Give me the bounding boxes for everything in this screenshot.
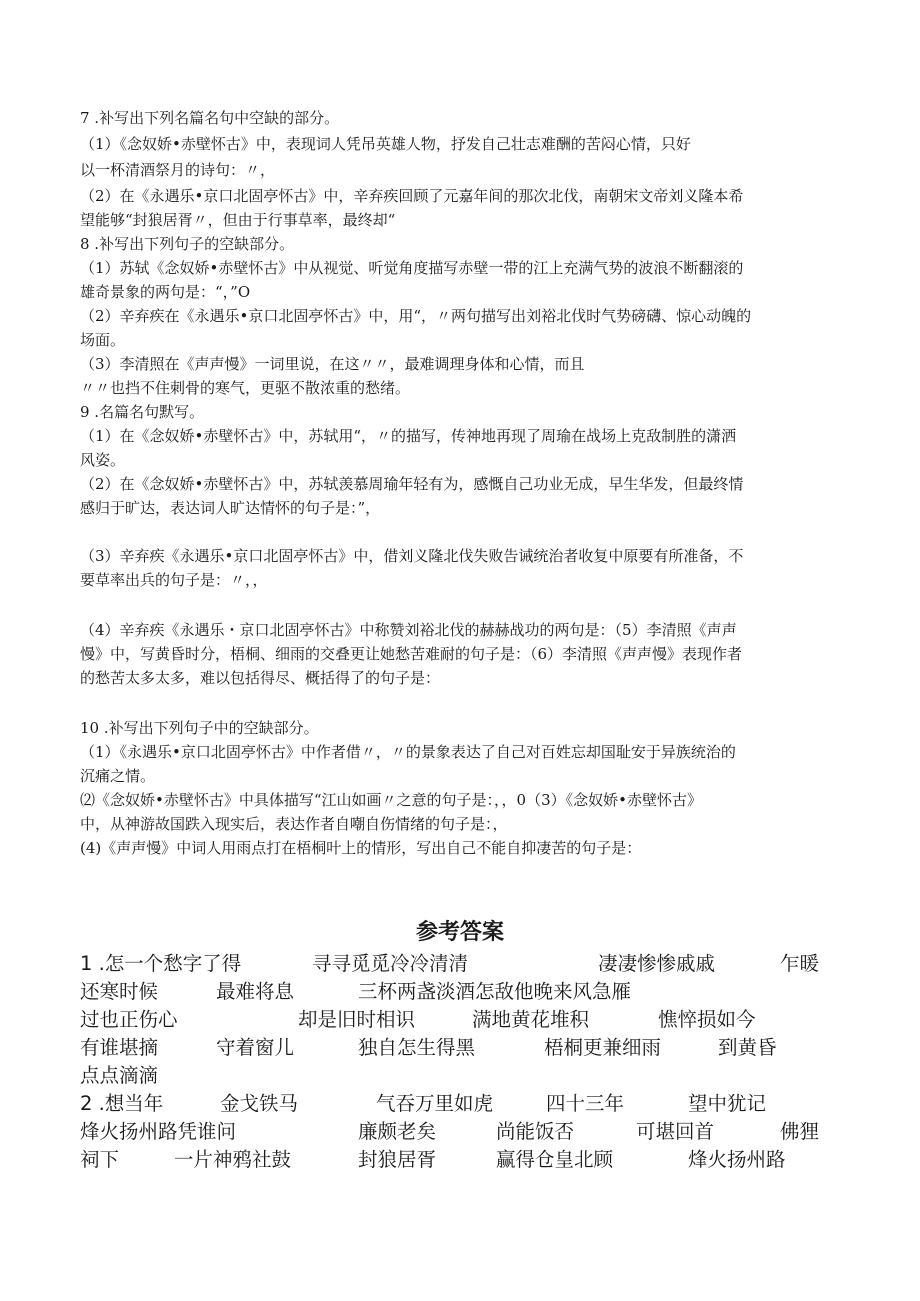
question-line: 雄奇景象的两句是：“，”O <box>80 283 251 301</box>
question-line: 望能够“封狼居胥〃，但由于行事草率，最终却“ <box>80 211 396 229</box>
answer-phrase: 佛狸 <box>780 1120 820 1143</box>
question-line: 风姿。 <box>80 451 126 469</box>
answer-phrase: 祠下 <box>80 1148 120 1171</box>
question-line: 10 .补写出下列句子中的空缺部分。 <box>80 719 319 737</box>
question-line: 9 .名篇名句默写。 <box>80 403 205 421</box>
answer-phrase: 到黄昏 <box>718 1036 777 1059</box>
question-line: （3）李清照在《声声慢》一词里说，在这〃〃，最难调理身体和心情，而且 <box>80 355 585 373</box>
question-line: ⑵《念奴娇•赤壁怀古》中具体描写“江山如画〃之意的句子是：，，0（3）《念奴娇•赤壁怀古》 <box>80 791 702 809</box>
answer-phrase: 烽火扬州路 <box>688 1148 786 1171</box>
answer-phrase: 乍暖 <box>780 952 820 975</box>
question-line: 〃〃也挡不住刺骨的寒气，更驱不散浓重的愁绪。 <box>80 379 411 397</box>
question-line: 以一杯清酒祭月的诗句：〃， <box>80 161 276 179</box>
answer-phrase: 有谁堪摘 <box>80 1036 159 1059</box>
answer-phrase: 金戈铁马 <box>220 1092 299 1115</box>
question-line: （1）《永遇乐•京口北固亭怀古》中作者借〃，〃的景象表达了自己对百姓忘却国耻安于异族统治的 <box>80 743 736 761</box>
question-line: （2）辛弃疾在《永遇乐•京口北固亭怀古》中，用“，〃两句描写出刘裕北伐时气势磅礴、惊心动魄的 <box>80 307 752 325</box>
question-line: 沉痛之情。 <box>80 767 156 785</box>
answer-phrase: 憔悴损如今 <box>658 1008 756 1031</box>
answer-phrase: 封狼居胥 <box>358 1148 437 1171</box>
answer-phrase: 独自怎生得黑 <box>358 1036 476 1059</box>
answer-phrase: 2 .想当年 <box>80 1092 164 1115</box>
answer-phrase: 三杯两盏淡酒怎敌他晚来风急雁 <box>358 980 632 1003</box>
question-line: （2）在《念奴娇•赤壁怀古》中，苏轼羡慕周瑜年轻有为，感慨自己功业无成，早生华发，但最终情 <box>80 475 744 493</box>
answer-phrase: 尚能饭否 <box>496 1120 575 1143</box>
question-line: 7 .补写出下列名篇名句中空缺的部分。 <box>80 109 340 127</box>
answer-phrase: 寻寻觅觅冷冷清清 <box>312 952 469 975</box>
question-line: 感归于旷达，表达词人旷达情怀的句子是：”， <box>80 499 381 517</box>
answer-phrase: 还寒时候 <box>80 980 159 1003</box>
answers-title: 参考答案 <box>415 920 504 945</box>
question-line: 场面。 <box>80 331 126 349</box>
question-line: （2）在《永遇乐•京口北固亭怀古》中，辛弃疾回顾了元嘉年间的那次北伐，南朝宋文帝刘义隆本希 <box>80 187 744 205</box>
answer-phrase: 可堪回首 <box>636 1120 715 1143</box>
answer-phrase: 却是旧时相识 <box>298 1008 416 1031</box>
question-line: 8 .补写出下列句子的空缺部分。 <box>80 235 295 253</box>
question-line: （1）苏轼《念奴娇•赤壁怀古》中从视觉、听觉角度描写赤壁一带的江上充满气势的波浪不断翻滚的 <box>80 259 744 277</box>
answer-phrase: 一片神鸦社鼓 <box>174 1148 292 1171</box>
answer-phrase: 望中犹记 <box>688 1092 767 1115</box>
answer-phrase: 满地黄花堆积 <box>472 1008 590 1031</box>
answer-phrase: 点点滴滴 <box>80 1064 159 1087</box>
question-line: 慢》中，写黄昏时分，梧桐、细雨的交叠更让她愁苦难耐的句子是：（6）李清照《声声慢》表现作者 <box>80 645 743 663</box>
answer-phrase: 气吞万里如虎 <box>376 1092 494 1115</box>
question-line: 中，从神游故国跌入现实后，表达作者自嘲自伤情绪的句子是：， <box>80 815 508 833</box>
question-line: （1）《念奴娇•赤壁怀古》中，表现词人凭吊英雄人物，抒发自己壮志难酬的苦闷心情，只好 <box>80 135 691 153</box>
answer-phrase: 1 .怎一个愁字了得 <box>80 952 242 975</box>
answer-phrase: 梧桐更兼细雨 <box>544 1036 662 1059</box>
answer-phrase: 过也正伤心 <box>80 1008 178 1031</box>
answer-phrase: 赢得仓皇北顾 <box>496 1148 614 1171</box>
answer-phrase: 烽火扬州路凭谁问 <box>80 1120 237 1143</box>
answer-phrase: 四十三年 <box>546 1092 625 1115</box>
question-line: （4）辛弃疾《永遇乐・京口北固亭怀古》中称赞刘裕北伐的赫赫战功的两句是：（5）李清照《声声 <box>80 621 737 639</box>
question-line: 要草率出兵的句子是：〃，， <box>80 571 268 589</box>
answer-phrase: 最难将息 <box>216 980 295 1003</box>
question-line: 的愁苦太多太多，难以包括得尽、概括得了的句子是： <box>80 669 441 687</box>
answer-phrase: 凄凄惨惨戚戚 <box>598 952 716 975</box>
question-line: (4)《声声慢》中词人用雨点打在梧桐叶上的情形，写出自己不能自抑凄苦的句子是： <box>80 839 642 857</box>
answer-phrase: 守着窗儿 <box>216 1036 295 1059</box>
question-line: （3）辛弃疾《永遇乐•京口北固亭怀古》中，借刘义隆北伐失败告诫统治者收复中原要有所准备，不 <box>80 547 744 565</box>
answer-phrase: 廉颇老矣 <box>358 1120 437 1143</box>
question-line: （1）在《念奴娇•赤壁怀古》中，苏轼用“，〃的描写，传神地再现了周瑜在战场上克敌制胜的潇洒 <box>80 427 737 445</box>
